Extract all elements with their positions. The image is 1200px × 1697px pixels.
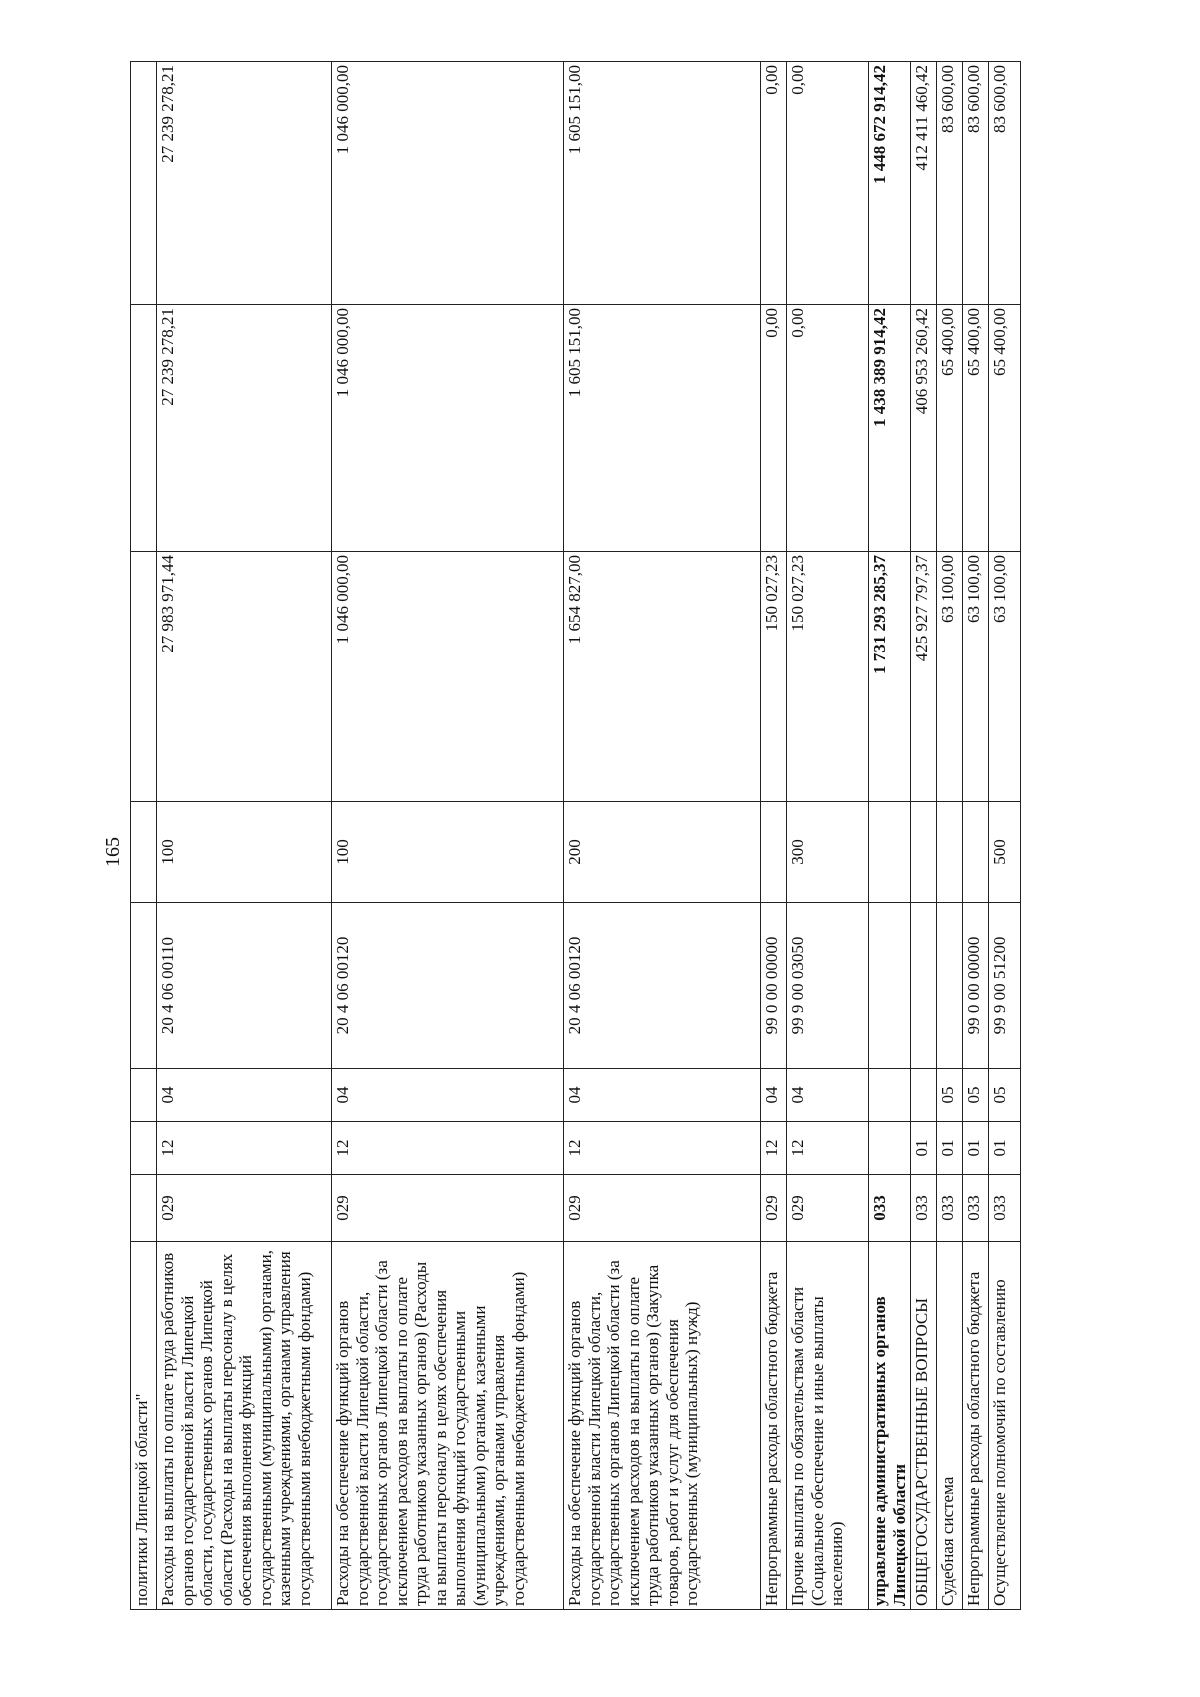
amount-cell-3: 1 605 151,00	[564, 62, 761, 305]
row-name-cell: Расходы на выплаты по оплате труда работников органов государственной власти Липецкой области, государственных органов Липецкой области (Расходы на выплаты персоналу в целях обеспечения выполнения функций государственными (муниципальными) органами, казенными учреждениями, органами управления государственными внебюджетными фондами)	[157, 1242, 332, 1610]
amount-cell-2: 65 400,00	[937, 305, 963, 552]
table-row	[937, 62, 963, 1610]
table-row	[911, 62, 937, 1610]
target-article-cell	[911, 903, 937, 1069]
table-row	[787, 62, 869, 1610]
amount-cell-1: 1 731 293 285,37	[869, 552, 911, 802]
amount-cell-3: 1 046 000,00	[332, 62, 564, 305]
expense-type-cell	[911, 802, 937, 903]
section-code-cell: 01	[963, 1122, 989, 1175]
ved-code-cell	[131, 1175, 157, 1242]
amount-cell-3: 0,00	[787, 62, 869, 305]
section-code-cell: 01	[911, 1122, 937, 1175]
row-name-cell: Судебная система	[937, 1242, 963, 1610]
amount-cell-3: 27 239 278,21	[157, 62, 332, 305]
subsection-code-cell: 05	[937, 1069, 963, 1122]
table-row	[564, 62, 761, 1610]
ved-code-cell: 029	[761, 1175, 787, 1242]
ved-code-cell: 029	[332, 1175, 564, 1242]
subsection-code-cell	[911, 1069, 937, 1122]
row-name-cell: Расходы на обеспечение функций органов государственной власти Липецкой области, государственных органов Липецкой области (за исключением расходов на выплаты по оплате труда работников указанных органов) (Закупка товаров, работ и услуг для обеспечения государственных (муниципальных) нужд)	[564, 1242, 761, 1610]
budget-table	[130, 61, 1021, 1610]
row-name-cell: политики Липецкой области"	[131, 1242, 157, 1610]
section-code-cell: 12	[761, 1122, 787, 1175]
subsection-code-cell: 04	[564, 1069, 761, 1122]
amount-cell-1	[131, 552, 157, 802]
target-article-cell: 20 4 06 00120	[564, 903, 761, 1069]
ved-code-cell: 033	[937, 1175, 963, 1242]
table-row	[989, 62, 1021, 1610]
section-code-cell: 12	[787, 1122, 869, 1175]
table-body	[131, 62, 1021, 1610]
amount-cell-2: 0,00	[787, 305, 869, 552]
table-row	[332, 62, 564, 1610]
amount-cell-1: 63 100,00	[963, 552, 989, 802]
amount-cell-1: 1 046 000,00	[332, 552, 564, 802]
page-number-text: 165	[102, 837, 124, 867]
amount-cell-1: 63 100,00	[989, 552, 1021, 802]
subsection-code-cell: 05	[989, 1069, 1021, 1122]
amount-cell-3: 1 448 672 914,42	[869, 62, 911, 305]
amount-cell-1: 150 027,23	[761, 552, 787, 802]
section-code-cell: 01	[989, 1122, 1021, 1175]
row-name-cell: Прочие выплаты по обязательствам области (Социальное обеспечение и иные выплаты населению)	[787, 1242, 869, 1610]
amount-cell-2: 0,00	[761, 305, 787, 552]
row-name-cell: Непрограммные расходы областного бюджета	[963, 1242, 989, 1610]
expense-type-cell: 100	[157, 802, 332, 903]
ved-code-cell: 029	[564, 1175, 761, 1242]
subsection-code-cell: 05	[963, 1069, 989, 1122]
row-name-cell: ОБЩЕГОСУДАРСТВЕННЫЕ ВОПРОСЫ	[911, 1242, 937, 1610]
section-code-cell: 12	[157, 1122, 332, 1175]
amount-cell-2: 65 400,00	[989, 305, 1021, 552]
target-article-cell: 99 0 00 00000	[963, 903, 989, 1069]
amount-cell-2: 1 438 389 914,42	[869, 305, 911, 552]
section-code-cell: 01	[937, 1122, 963, 1175]
target-article-cell: 20 4 06 00120	[332, 903, 564, 1069]
expense-type-cell: 500	[989, 802, 1021, 903]
table-row	[963, 62, 989, 1610]
subsection-code-cell: 04	[332, 1069, 564, 1122]
ved-code-cell: 029	[157, 1175, 332, 1242]
expense-type-cell: 100	[332, 802, 564, 903]
section-code-cell: 12	[332, 1122, 564, 1175]
subsection-code-cell	[869, 1069, 911, 1122]
row-name-cell: Осуществление полномочий по составлению	[989, 1242, 1021, 1610]
amount-cell-1: 1 654 827,00	[564, 552, 761, 802]
amount-cell-1: 27 983 971,44	[157, 552, 332, 802]
row-name-cell: Расходы на обеспечение функций органов государственной власти Липецкой области, государственных органов Липецкой области (за исключением расходов на выплаты по оплате труда работников указанных органов) (Расходы на выплаты персоналу в целях обеспечения выполнения функций государственными (муниципальными) органами, казенными учреждениями, органами управления государственными внебюджетными фондами)	[332, 1242, 564, 1610]
target-article-cell: 99 9 00 51200	[989, 903, 1021, 1069]
table-row	[131, 62, 157, 1610]
expense-type-cell	[937, 802, 963, 903]
table-row	[157, 62, 332, 1610]
target-article-cell	[937, 903, 963, 1069]
table-row	[869, 62, 911, 1610]
amount-cell-2: 1 046 000,00	[332, 305, 564, 552]
amount-cell-1: 150 027,23	[787, 552, 869, 802]
amount-cell-3: 83 600,00	[989, 62, 1021, 305]
target-article-cell: 20 4 06 00110	[157, 903, 332, 1069]
target-article-cell: 99 9 00 03050	[787, 903, 869, 1069]
amount-cell-3	[131, 62, 157, 305]
amount-cell-2: 65 400,00	[963, 305, 989, 552]
subsection-code-cell	[131, 1069, 157, 1122]
subsection-code-cell: 04	[787, 1069, 869, 1122]
expense-type-cell	[131, 802, 157, 903]
section-code-cell	[131, 1122, 157, 1175]
page-number	[93, 832, 133, 872]
ved-code-cell: 033	[911, 1175, 937, 1242]
amount-cell-3: 83 600,00	[937, 62, 963, 305]
section-code-cell: 12	[564, 1122, 761, 1175]
expense-type-cell: 200	[564, 802, 761, 903]
amount-cell-2: 406 953 260,42	[911, 305, 937, 552]
expense-type-cell	[761, 802, 787, 903]
target-article-cell	[869, 903, 911, 1069]
amount-cell-1: 425 927 797,37	[911, 552, 937, 802]
row-name-cell: Непрограммные расходы областного бюджета	[761, 1242, 787, 1610]
amount-cell-3: 412 411 460,42	[911, 62, 937, 305]
amount-cell-3: 0,00	[761, 62, 787, 305]
ved-code-cell: 033	[989, 1175, 1021, 1242]
amount-cell-2: 1 605 151,00	[564, 305, 761, 552]
expense-type-cell	[963, 802, 989, 903]
table-row	[761, 62, 787, 1610]
amount-cell-1: 63 100,00	[937, 552, 963, 802]
section-code-cell	[869, 1122, 911, 1175]
amount-cell-2: 27 239 278,21	[157, 305, 332, 552]
expense-type-cell: 300	[787, 802, 869, 903]
target-article-cell: 99 0 00 00000	[761, 903, 787, 1069]
ved-code-cell: 033	[869, 1175, 911, 1242]
rotated-table-container	[130, 62, 1020, 1610]
subsection-code-cell: 04	[761, 1069, 787, 1122]
subsection-code-cell: 04	[157, 1069, 332, 1122]
ved-code-cell: 033	[963, 1175, 989, 1242]
amount-cell-3: 83 600,00	[963, 62, 989, 305]
expense-type-cell	[869, 802, 911, 903]
amount-cell-2	[131, 305, 157, 552]
row-name-cell: управление административных органов Липецкой области	[869, 1242, 911, 1610]
target-article-cell	[131, 903, 157, 1069]
ved-code-cell: 029	[787, 1175, 869, 1242]
